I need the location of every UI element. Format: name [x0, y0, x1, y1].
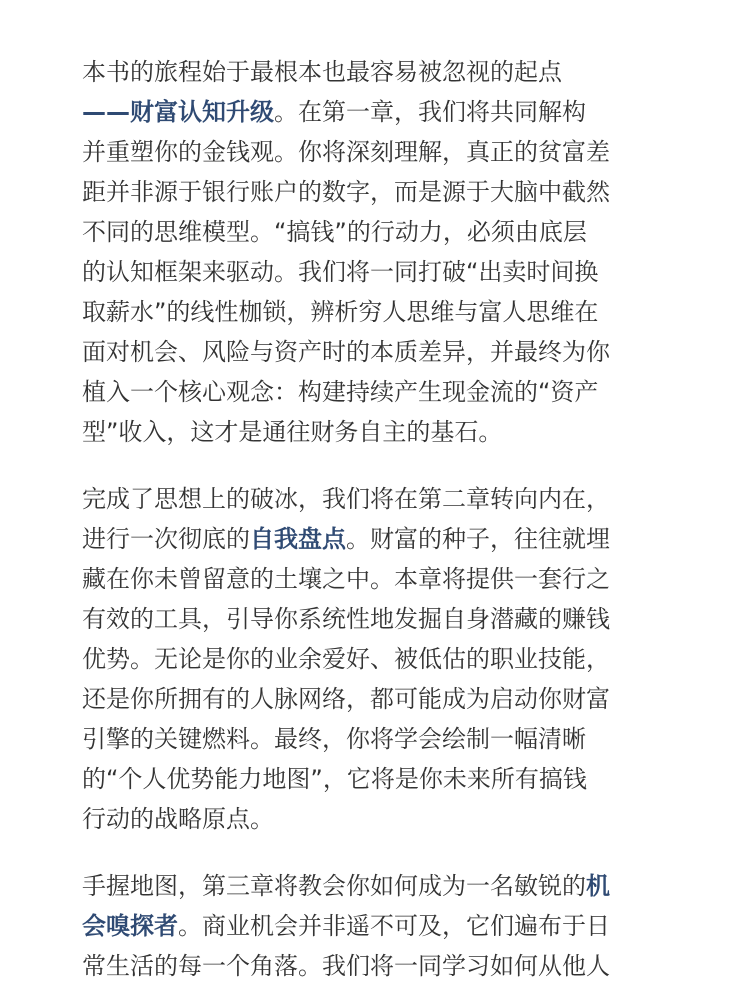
text-line — [82, 332, 682, 372]
text-run: 的认知框架来驱动。我们将一同打破“出卖时间换 — [82, 258, 599, 286]
highlighted-phrase: 会嗅探者 — [82, 912, 178, 940]
text-line — [82, 719, 682, 759]
text-line — [82, 92, 682, 132]
text-run: 行动的战略原点。 — [82, 805, 274, 833]
text-line — [82, 866, 682, 906]
text-line — [82, 946, 682, 986]
text-line — [82, 412, 682, 452]
text-run: 距并非源于银行账户的数字，而是源于大脑中截然 — [82, 178, 610, 206]
text-run: 引擎的关键燃料。最终，你将学会绘制一幅清晰 — [82, 725, 586, 753]
text-run: 的“个人优势能力地图”，它将是你未来所有搞钱 — [82, 765, 587, 793]
text-run: 常生活的每一个角落。我们将一同学习如何从他人 — [82, 952, 610, 980]
text-run: 完成了思想上的破冰，我们将在第二章转向内在， — [82, 485, 610, 513]
text-run: 取薪水”的线性枷锁，辨析穷人思维与富人思维在 — [82, 298, 599, 326]
text-line — [82, 212, 682, 252]
highlighted-phrase: 机 — [586, 872, 610, 900]
text-line — [82, 372, 682, 412]
text-run: 手握地图，第三章将教会你如何成为一名敏锐的 — [82, 872, 586, 900]
text-line — [82, 479, 682, 519]
text-run: 优势。无论是你的业余爱好、被低估的职业技能， — [82, 645, 610, 673]
text-run: 。在第一章，我们将共同解构 — [274, 98, 586, 126]
text-line — [82, 906, 682, 946]
paragraph-2 — [82, 479, 682, 839]
text-line — [82, 252, 682, 292]
text-run: 面对机会、风险与资产时的本质差异，并最终为你 — [82, 338, 610, 366]
text-line — [82, 759, 682, 799]
text-line — [82, 132, 682, 172]
highlighted-phrase: 自我盘点 — [250, 525, 346, 553]
text-line — [82, 519, 682, 559]
text-line — [82, 172, 682, 212]
text-run: 。财富的种子，往往就埋 — [346, 525, 610, 553]
text-line — [82, 679, 682, 719]
text-run: 并重塑你的金钱观。你将深刻理解，真正的贫富差 — [82, 138, 610, 166]
text-line — [82, 599, 682, 639]
text-line — [82, 799, 682, 839]
text-run: 型”收入，这才是通往财务自主的基石。 — [82, 418, 503, 446]
text-line — [82, 292, 682, 332]
text-run: 本书的旅程始于最根本也最容易被忽视的起点 — [82, 58, 562, 86]
text-run: 进行一次彻底的 — [82, 525, 250, 553]
text-run: 还是你所拥有的人脉网络，都可能成为启动你财富 — [82, 685, 610, 713]
highlighted-phrase: —— — [82, 98, 130, 126]
text-line — [82, 52, 682, 92]
text-run: 。商业机会并非遥不可及，它们遍布于日 — [178, 912, 610, 940]
text-run: 植入一个核心观念：构建持续产生现金流的“资产 — [82, 378, 599, 406]
text-line — [82, 559, 682, 599]
text-run: 藏在你未曾留意的土壤之中。本章将提供一套行之 — [82, 565, 610, 593]
text-line — [82, 639, 682, 679]
text-run: 不同的思维模型。“搞钱”的行动力，必须由底层 — [82, 218, 587, 246]
paragraph-1 — [82, 52, 682, 452]
article-body — [82, 52, 682, 986]
text-run: 有效的工具，引导你系统性地发掘自身潜藏的赚钱 — [82, 605, 610, 633]
paragraph-3 — [82, 866, 682, 986]
paragraph-gap — [82, 839, 682, 866]
paragraph-gap — [82, 452, 682, 479]
highlighted-phrase: 财富认知升级 — [130, 98, 274, 126]
